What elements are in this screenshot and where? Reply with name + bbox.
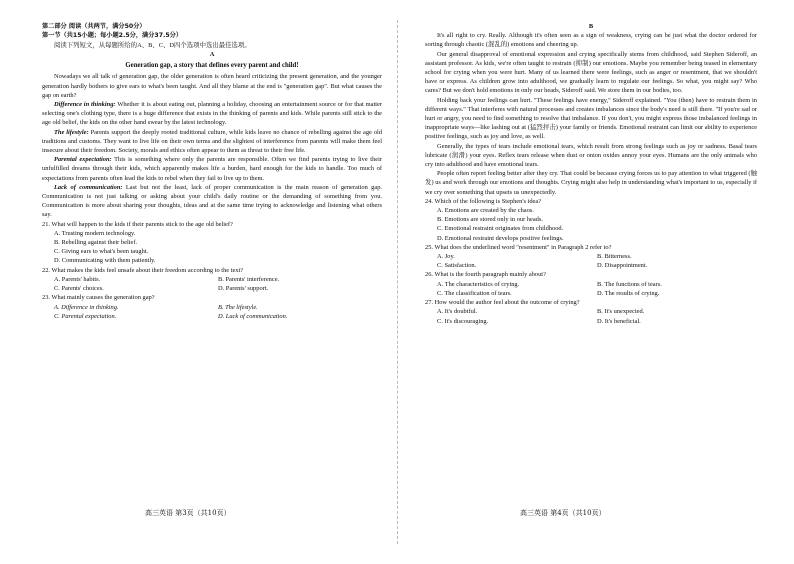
option: C. The classification of tears. bbox=[437, 289, 512, 297]
option: B. Bitterness. bbox=[597, 253, 632, 261]
question-23: 23. What mainly causes the generation gap? bbox=[42, 294, 155, 302]
option: D. The results of crying. bbox=[597, 289, 660, 297]
option: A. Emotions are created by the chaos. bbox=[437, 207, 534, 215]
paragraph-lead: The lifestyle: bbox=[54, 128, 89, 136]
question-22: 22. What makes the kids feel unsafe about their freedom according to the text? bbox=[42, 266, 244, 274]
option: A. Joy. bbox=[437, 253, 455, 261]
option-row bbox=[425, 289, 757, 298]
paragraph: Holding back your feelings can hurt. "These feelings have energy," Sideroff explained. "You (then) have to restrain them in different ways." That interferes with natural processes and creates imbalances since the body's need is still there. "If you're sad or hurt or angry, you need to find something to resolve that imbalance. If you don't, you might express those imbalanced feelings in inappropriate ways—like lashing out at (猛烈抨击) your family or friends. Emotional restraint can limit our ability to experience positive feelings, such as joy and love, as well. bbox=[425, 96, 757, 141]
question-24: 24. Which of the following is Stephen's idea? bbox=[425, 197, 542, 205]
option: D. It's beneficial. bbox=[597, 317, 641, 325]
part-header: 第二部分 阅读（共两节，满分50分） bbox=[42, 23, 146, 30]
paragraph: The lifestyle: Parents support the deeply rooted traditional culture, while kids leave no chance of rebelling against the age old traditions and customs. They want to live life on their own terms and the slightest of interference from parents will make them feel insecure about their freedom. Society, morals and ethics often appear to them as threat to their free life. bbox=[42, 128, 383, 155]
page-3 bbox=[42, 22, 382, 321]
option: B. The functions of tears. bbox=[597, 280, 662, 288]
option: D. Communicating with them patiently. bbox=[54, 257, 156, 265]
option: A. Parents' habits. bbox=[54, 275, 101, 283]
option: D. Emotional restraint develops positive feelings. bbox=[437, 234, 564, 242]
option: D. Parents' support. bbox=[218, 285, 269, 293]
option: C. It's discouraging. bbox=[437, 317, 489, 325]
paragraph: Our general disapproval of emotional expression and crying specifically stems from childhood, said Stephen Sideroff, an assistant professor. As kids, we're often taught to restrain (抑制) our emotions. Maybe you remember being teased in elementary school for crying when you were hurt. Many of us learned there were feelings, such as anger or resentment, that we shouldn't have or express. As children grow into adulthood, we gradually learn to regulate our feelings. So what, you might say? Who cares? But we don't hold emotions in only our heads, Sideroff said. We store them in our bodies, too. bbox=[425, 50, 757, 95]
paragraph: Lack of communication: Last but not the least, lack of proper communication is the main reason of generation gap. Communication is not just talking or asking about your child's daily routine or the demanding of something from you. Communication is more about sharing your thoughts, ideas and at the same time trying to acknowledge and listening what others say. bbox=[42, 183, 382, 219]
paragraph: Difference in thinking: Whether it is about eating out, planning a holiday, choosing an entertainment source or for that matter selecting one's clothing type, there is a huge difference that exists in the thinking of parents and kids. While parents still stick to the age old belief, the kids on the other hand swear by the latest technology. bbox=[42, 101, 383, 127]
option: A. Difference in thinking. bbox=[54, 303, 119, 311]
page-footer-right: 高三英语 第4页（共10页） bbox=[520, 509, 606, 517]
option-row bbox=[42, 303, 382, 312]
paragraph: People often report feeling better after they cry. That could be because crying forces us to pay attention to what triggered (触发) us and work through our emotions and thoughts. Crying might also help in understanding what's important to us, especially if we cry over something that upsets us unexpectedly. bbox=[425, 170, 757, 196]
question-21: 21. What will happen to the kids if their parents stick to the age old belief? bbox=[42, 220, 233, 228]
page-divider bbox=[397, 20, 398, 544]
option: C. Parents' choices. bbox=[54, 285, 104, 293]
paragraph: Nowadays we all talk of generation gap, the older generation is often heard criticizing the present generation, and the younger generation hardly bothers to give ears to what's been taught. And all they blame at the end is "generation gap". But what causes the gap on earth? bbox=[42, 73, 382, 99]
option-row bbox=[42, 284, 382, 293]
option: B. Parents' interference. bbox=[218, 275, 280, 283]
question-26: 26. What is the fourth paragraph mainly about? bbox=[425, 271, 546, 279]
paragraph: It's all right to cry. Really. Although it's often seen as a sign of weakness, crying can be just what the doctor ordered for sorting through chaotic (混乱的) emotions and cheering up. bbox=[425, 32, 757, 49]
instruction: 阅读下列短文，从每题所给的A、B、C、D四个选项中选出最佳选项。 bbox=[54, 41, 251, 49]
option-row bbox=[425, 307, 757, 316]
section-header: 第一节（共15小题；每小题2.5分，满分37.5分） bbox=[42, 32, 183, 40]
option-row bbox=[42, 275, 382, 284]
page-footer-left: 高三英语 第3页（共10页） bbox=[145, 509, 231, 517]
option: C. Parental expectation. bbox=[54, 312, 117, 320]
paragraph-lead: Lack of communication: bbox=[54, 183, 123, 191]
passage-title: Generation gap, a story that defines every parent and child! bbox=[125, 62, 299, 70]
option-row bbox=[425, 252, 757, 261]
option: A. It's doubtful. bbox=[437, 308, 478, 316]
passage-letter: B bbox=[588, 23, 594, 30]
option: C. Satisfaction. bbox=[437, 262, 477, 270]
passage-letter: A bbox=[209, 51, 215, 59]
option: C. Giving ears to what's been taught. bbox=[54, 248, 149, 256]
page-4 bbox=[425, 22, 757, 326]
paragraph: Generally, the types of tears include emotional tears, which result from strong feelings such as joy or sadness. Basal tears lubricate (润滑) your eyes. Reflex tears release when dust or onion oxides annoy your eyes. Humans are the only animals who cry into adulthood and have emotional tears. bbox=[425, 142, 757, 169]
question-25: 25. What does the underlined word "resentment" in Paragraph 2 refer to? bbox=[425, 243, 612, 251]
option-row bbox=[425, 317, 757, 326]
option: D. Lack of communication. bbox=[218, 312, 288, 320]
option: C. Emotional restraint originates from childhood. bbox=[437, 225, 564, 233]
option: A. The characteristics of crying. bbox=[437, 280, 520, 288]
option-row bbox=[425, 280, 757, 289]
paragraph-lead: Difference in thinking: bbox=[54, 101, 116, 109]
paragraph: Parental expectation: This is something where only the parents are responsible. Often we find parents trying to live their unfulfilled dreams through their kids, which apparently makes life a burden, hard enough for the kids to handle. Too much of expectations from parents often lead the kids to rebel when they fail to live up to them. bbox=[42, 156, 383, 182]
option: B. The lifestyle. bbox=[218, 303, 258, 311]
option: B. It's unexpected. bbox=[597, 308, 645, 316]
option: B. Rebelling against their belief. bbox=[54, 239, 138, 247]
paragraph-lead: Parental expectation: bbox=[54, 156, 112, 164]
option-row bbox=[42, 312, 382, 321]
option: D. Disappointment. bbox=[597, 262, 648, 270]
question-27: 27. How would the author feel about the outcome of crying? bbox=[425, 299, 580, 307]
option: B. Emotions are stored only in our heads. bbox=[437, 216, 543, 224]
option: A. Trusting modern technology. bbox=[54, 229, 136, 237]
option-row bbox=[425, 261, 757, 270]
